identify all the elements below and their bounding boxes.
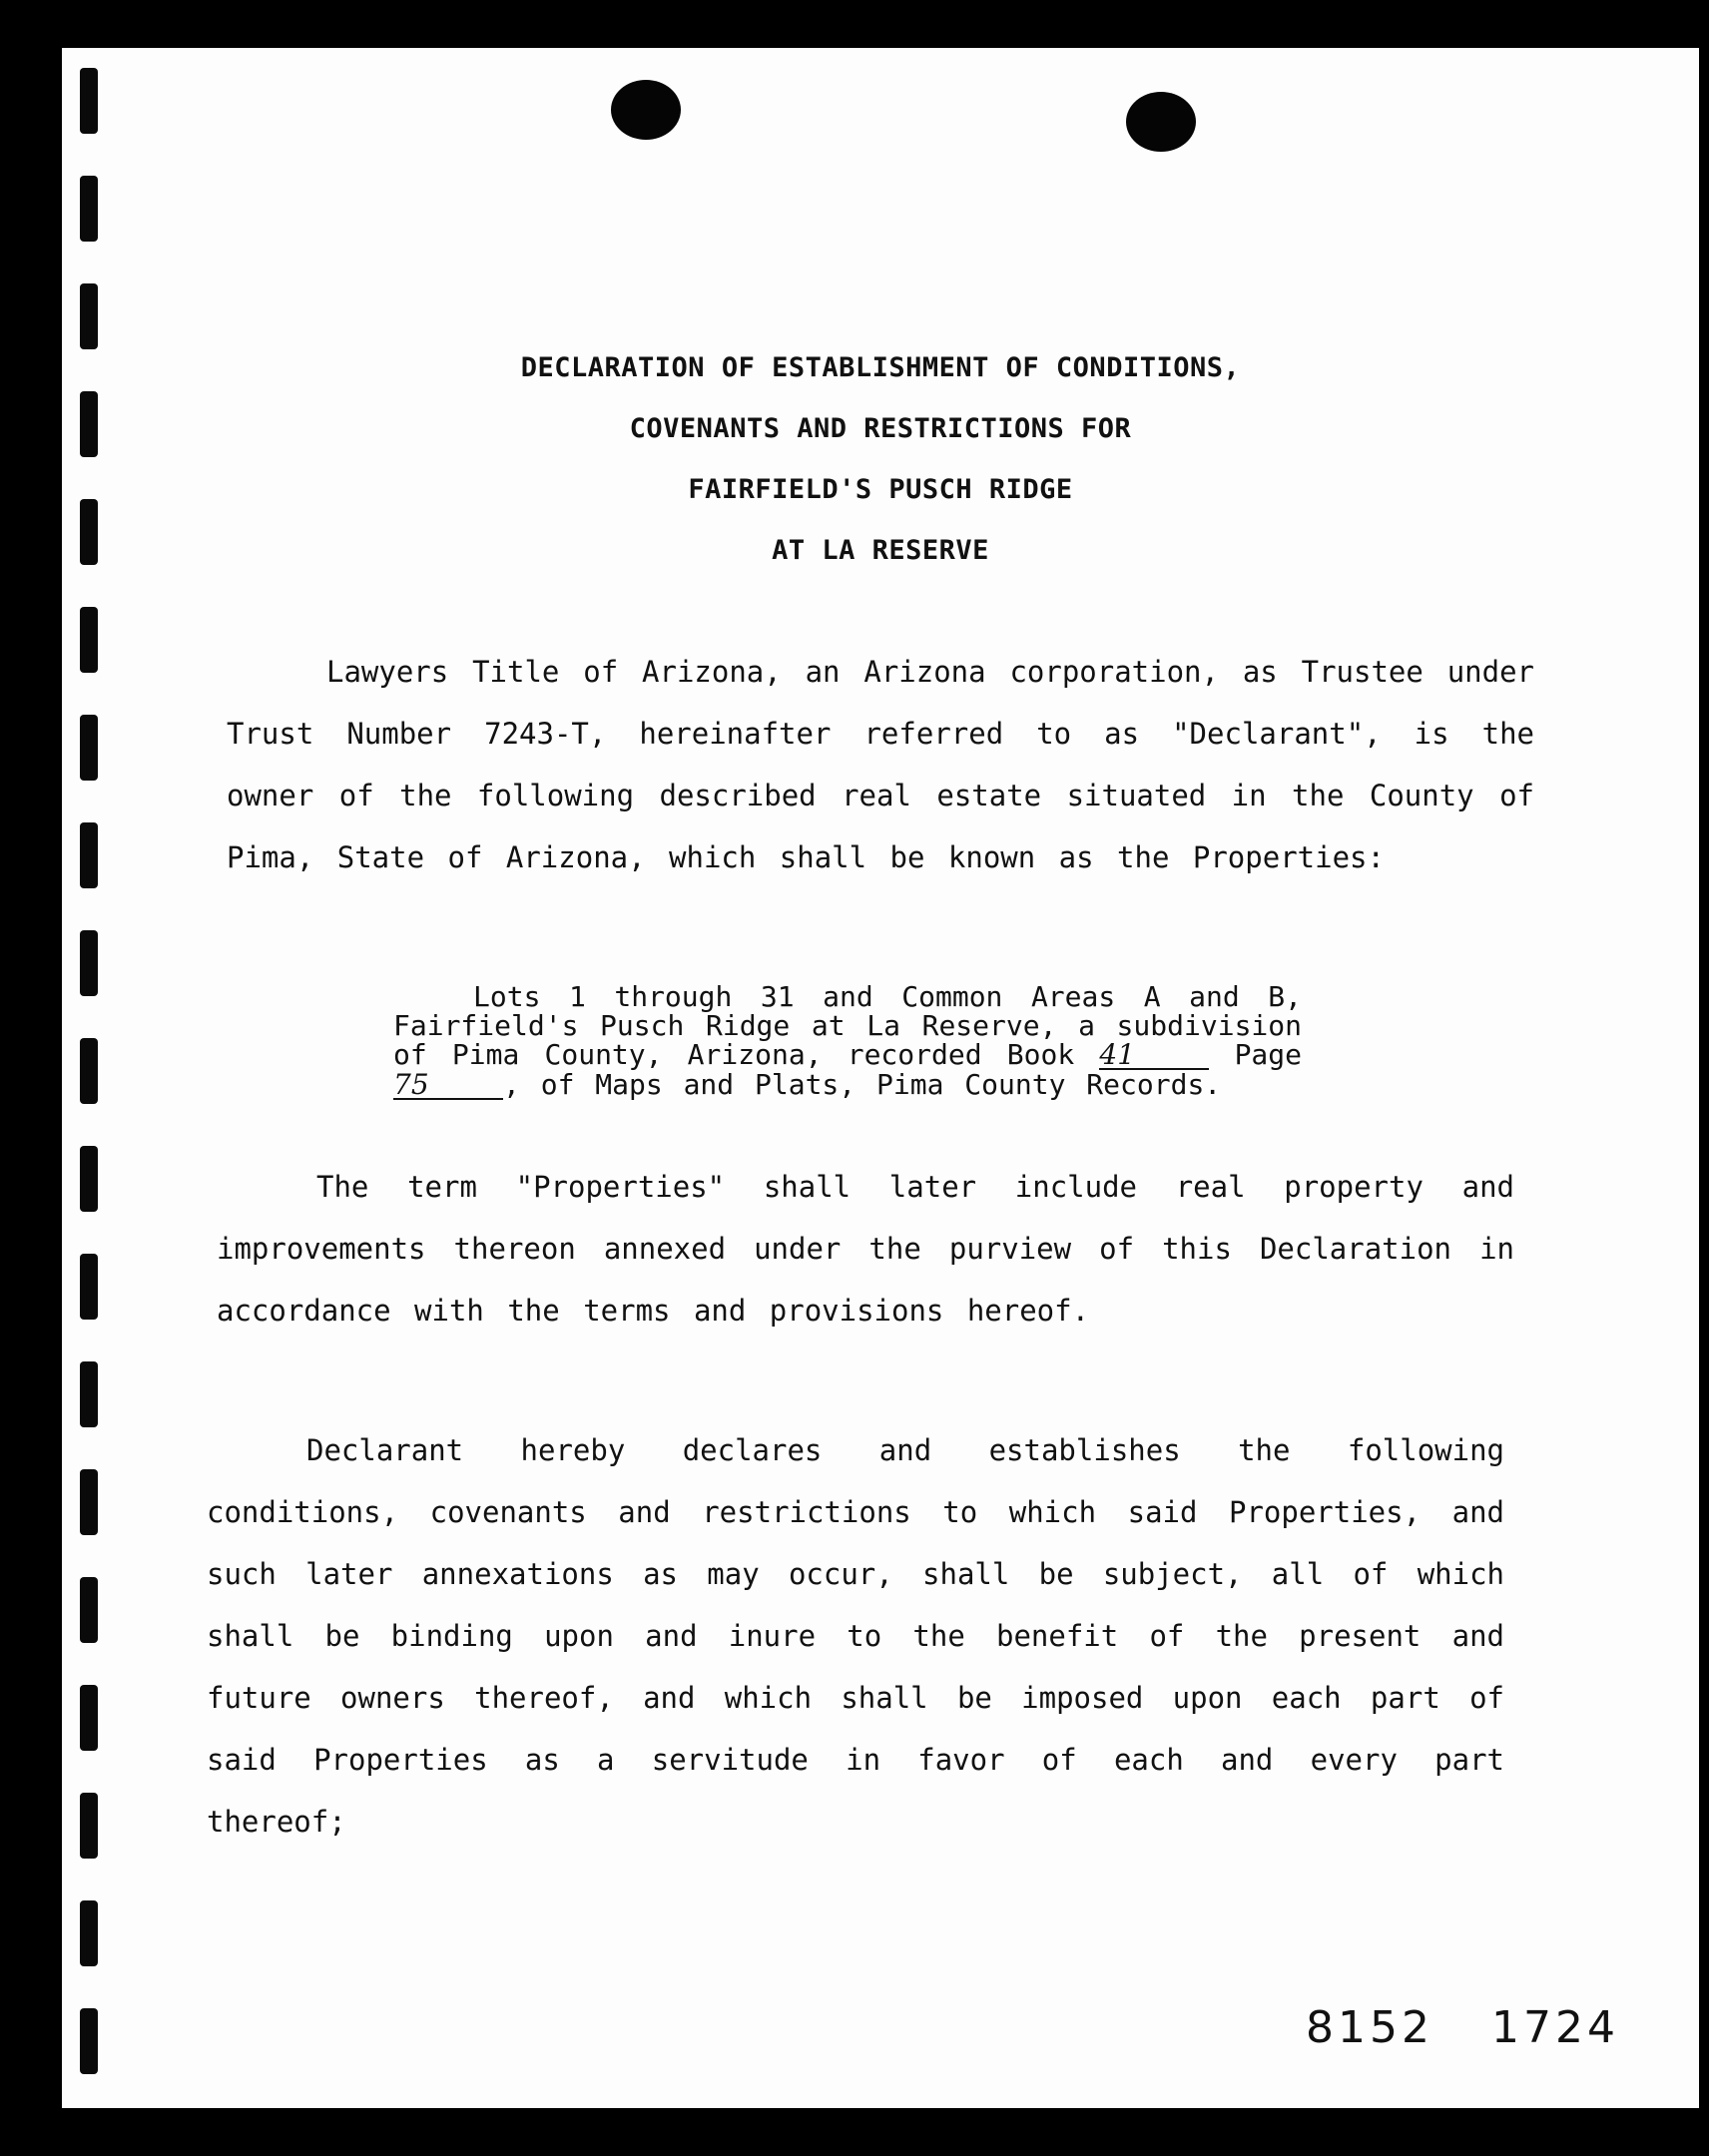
edge-mark (80, 1146, 98, 1212)
edge-mark (80, 1254, 98, 1320)
edge-mark (80, 1469, 98, 1535)
edge-mark (80, 1361, 98, 1427)
lot-description (393, 982, 1302, 1100)
paragraph-properties-term (217, 1156, 1514, 1342)
edge-mark (80, 1577, 98, 1643)
edge-mark (80, 715, 98, 781)
edge-mark (80, 1900, 98, 1966)
edge-mark (80, 822, 98, 888)
document-number: 8152 1724 (1306, 2002, 1619, 2053)
paragraph-declaration (207, 1419, 1504, 1853)
title-line-3: FAIRFIELD'S PUSCH RIDGE (688, 474, 1073, 505)
punch-hole-left (611, 80, 681, 140)
edge-mark (80, 1038, 98, 1104)
punch-hole-right (1126, 92, 1196, 152)
edge-mark (80, 68, 98, 134)
edge-mark (80, 2008, 98, 2074)
edge-mark (80, 607, 98, 673)
edge-mark (80, 1793, 98, 1859)
edge-mark (80, 930, 98, 996)
title-line-1: DECLARATION OF ESTABLISHMENT OF CONDITIONS, (520, 352, 1241, 383)
title-line-4: AT LA RESERVE (772, 535, 989, 566)
edge-mark (80, 1685, 98, 1751)
edge-mark (80, 176, 98, 242)
page-label: Page (1234, 1038, 1303, 1071)
lot-description-end: , of Maps and Plats, Pima County Records. (503, 1068, 1222, 1101)
book-number: 41 (1099, 1042, 1209, 1070)
paragraph-1-text: Lawyers Title of Arizona, an Arizona corporation, as Trustee under Trust Number 7243-T, hereinafter referred to as "Declarant", is the owner of the following described real estate situated in the County of Pima, State of Arizona, which shall be known as the Properties: (227, 655, 1534, 874)
page-number-handwritten: 75 (393, 1072, 503, 1100)
lot-description-text: Lots 1 through 31 and Common Areas A and B, Fairfield's Pusch Ridge at La Reserve, a subdivision of Pima County, Arizona, recorded Book (393, 980, 1302, 1071)
paragraph-declarant-ownership (227, 641, 1534, 888)
title-line-2: COVENANTS AND RESTRICTIONS FOR (629, 413, 1132, 444)
paragraph-2-text: The term "Properties" shall later include real property and improvements thereon annexed under the purview of this Declaration in accordance with the terms and provisions hereof. (217, 1170, 1514, 1328)
document-title (62, 337, 1699, 581)
document-page (62, 48, 1699, 2108)
paragraph-3-text: Declarant hereby declares and establishes the following conditions, covenants and restrictions to which said Properties, and such later annexations as may occur, shall be subject, all of which shall be binding upon and inure to the benefit of the present and future owners thereof, and which shall be imposed upon each part of said Properties as a servitude in favor of each and every part thereof; (207, 1433, 1504, 1839)
